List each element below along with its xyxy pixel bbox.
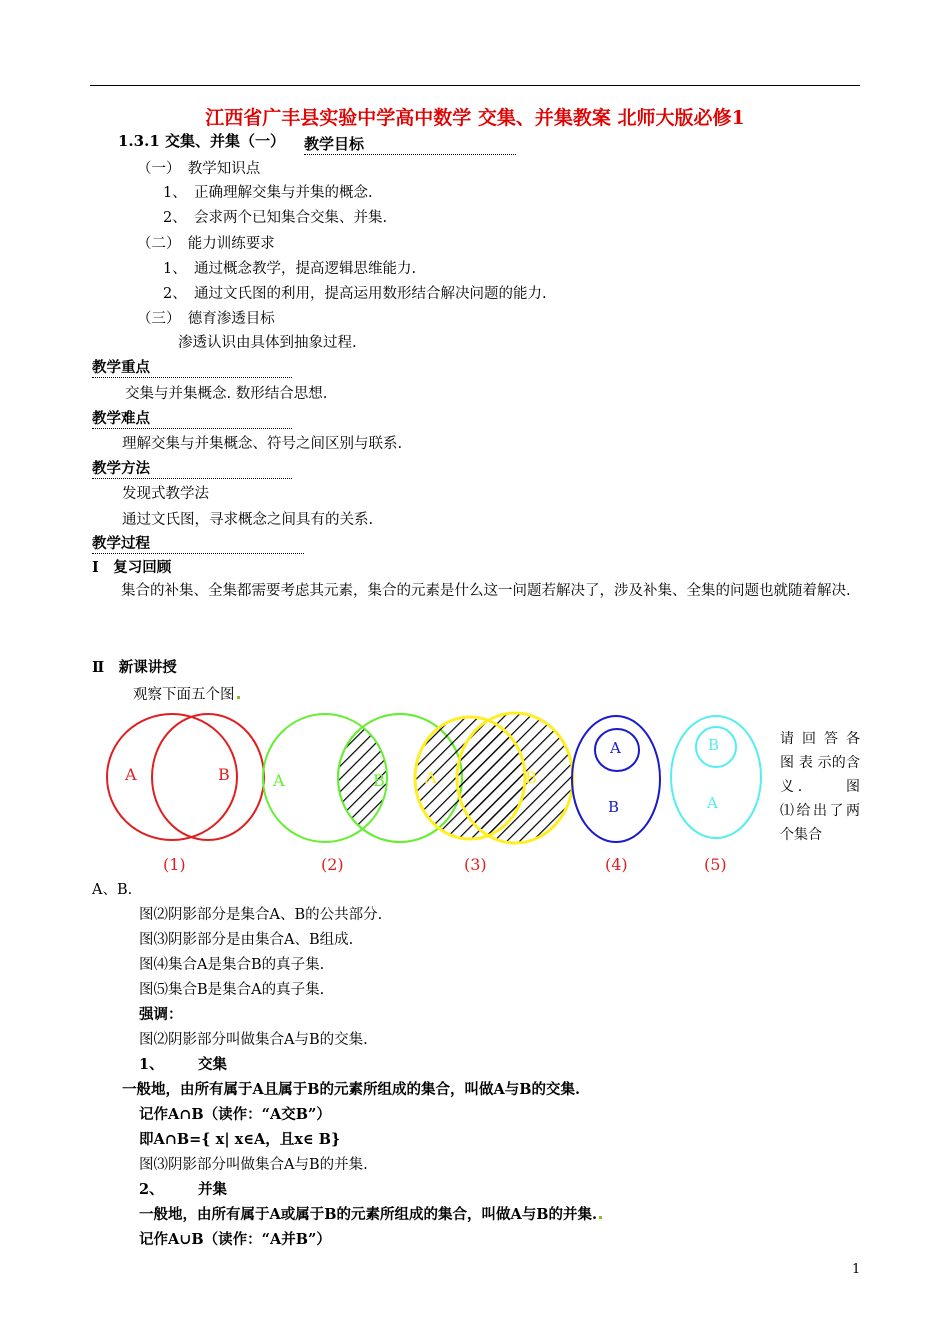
difficulty-heading-text: 教学难点: [92, 410, 150, 427]
intersection-heading: 交集: [198, 1056, 227, 1073]
svg-text:A: A: [273, 771, 285, 790]
svg-text:B: B: [373, 771, 385, 790]
svg-text:B: B: [608, 798, 620, 816]
difficulty-text: 理解交集与并集概念、符号之间区别与联系.: [122, 436, 403, 452]
key-heading: [92, 356, 292, 378]
union-number: 2、: [139, 1181, 164, 1198]
observe-text-label: 观察下面五个图: [133, 687, 235, 703]
venn-1: [107, 714, 264, 840]
venn-caption-1: (1): [163, 855, 186, 874]
fig2-text: 图⑵阴影部分是集合A、B的公共部分.: [139, 907, 383, 923]
union-definition-text: 一般地，由所有属于A或属于B的元素所组成的集合，叫做A与B的并集.: [139, 1206, 598, 1223]
svg-text:B: B: [525, 768, 537, 787]
header-rule: [90, 85, 860, 86]
review-text: 集合的补集、全集都需要考虑其元素，集合的元素是什么这一问题若解决了，涉及补集、全集的问题也就随着解决.: [121, 583, 851, 599]
mark-dot: [237, 696, 240, 699]
svg-text:B: B: [218, 765, 230, 784]
observe-text: [133, 683, 240, 704]
svg-text:A: A: [125, 765, 137, 784]
venn-caption-4: (4): [605, 855, 628, 874]
venn-3: [415, 713, 573, 843]
sets-ab: A、B.: [92, 882, 133, 898]
fig5-text: 图⑸集合B是集合A的真子集.: [139, 982, 325, 998]
method-item-2: 通过文氏图，寻求概念之间具有的关系.: [122, 512, 374, 528]
knowledge-item-2: 2、 会求两个已知集合交集、并集.: [163, 210, 388, 226]
venn-caption-2: (2): [321, 855, 344, 874]
new-lesson-heading: Ⅱ 新课讲授: [92, 659, 177, 676]
fig4-text: 图⑷集合A是集合B的真子集.: [139, 957, 325, 973]
page-title: 江西省广丰县实验中学高中数学 交集、并集教案 北师大版必修1: [205, 107, 745, 129]
method-heading-text: 教学方法: [92, 460, 150, 477]
venn-diagrams: [95, 705, 775, 885]
process-heading-text: 教学过程: [92, 535, 150, 552]
svg-text:B: B: [708, 736, 720, 754]
key-text: 交集与并集概念. 数形结合思想.: [125, 386, 328, 402]
union-heading: 并集: [198, 1181, 227, 1198]
venn-4: [572, 716, 660, 842]
moral-item: 渗透认识由具体到抽象过程.: [178, 335, 357, 351]
process-heading: [92, 532, 304, 554]
intersection-formula: 即A∩B={ x| x∈A，且x∈ B}: [139, 1131, 341, 1148]
union-fig-text: 图⑶阴影部分叫做集合A与B的并集.: [139, 1157, 368, 1173]
ability-item-1: 1、 通过概念教学，提高逻辑思维能力.: [163, 261, 417, 277]
ability-heading: （二） 能力训练要求: [137, 236, 275, 252]
section-number: 1.3.1 交集、并集（一）: [118, 132, 285, 150]
svg-text:A: A: [425, 768, 437, 787]
method-heading: [92, 457, 292, 479]
fig3-text: 图⑶阴影部分是由集合A、B组成.: [139, 932, 354, 948]
page-number: 1: [852, 1262, 861, 1277]
emphasis-label: 强调：: [139, 1006, 183, 1023]
venn-caption-5: (5): [704, 855, 727, 874]
emphasis-text: 图⑵阴影部分叫做集合A与B的交集.: [139, 1032, 368, 1048]
knowledge-item-1: 1、 正确理解交集与并集的概念.: [163, 185, 373, 201]
union-notation: 记作A∪B（读作：“A并B”）: [139, 1231, 331, 1248]
method-item-1: 发现式教学法: [122, 486, 209, 502]
svg-text:A: A: [610, 739, 621, 757]
key-heading-text: 教学重点: [92, 359, 150, 376]
knowledge-heading: （一） 教学知识点: [137, 161, 261, 177]
intersection-definition: 一般地，由所有属于A且属于B的元素所组成的集合，叫做A与B的交集.: [122, 1081, 581, 1098]
intersection-number: 1、: [139, 1056, 164, 1073]
svg-text:A: A: [707, 794, 718, 812]
venn-question-text: 请 回 答 各 图 表 示的含义. 图 ⑴给出了两个集合: [780, 731, 860, 843]
union-definition: [139, 1203, 602, 1224]
venn-5: [671, 716, 761, 838]
intersection-notation: 记作A∩B（读作：“A交B”）: [139, 1106, 331, 1123]
review-heading: Ⅰ 复习回顾: [92, 559, 172, 576]
objectives-heading-text: 教学目标: [304, 135, 365, 153]
moral-heading: （三） 德育渗透目标: [137, 311, 275, 327]
objectives-heading: [304, 133, 516, 155]
difficulty-heading: [92, 407, 292, 429]
venn-caption-3: (3): [464, 855, 487, 874]
ability-item-2: 2、 通过文氏图的利用，提高运用数形结合解决问题的能力.: [163, 286, 547, 302]
mark-dot: [599, 1216, 602, 1219]
